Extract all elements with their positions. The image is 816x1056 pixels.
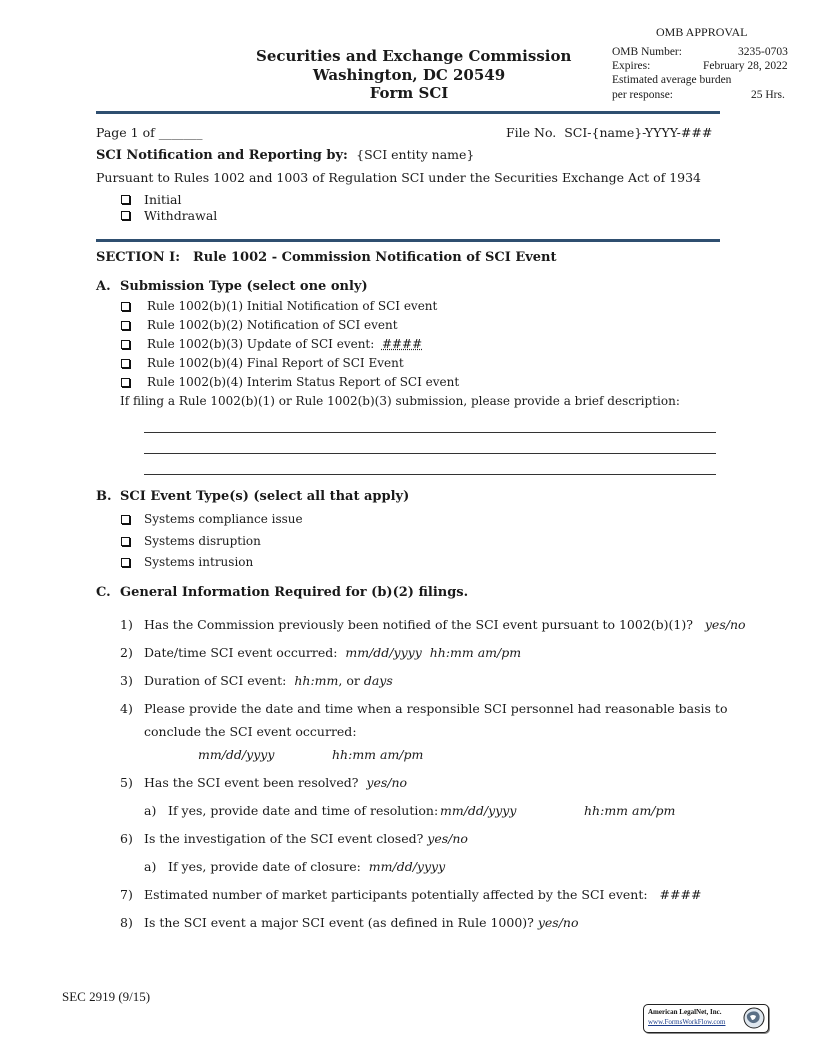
omb-burden-line: Estimated average burden: [612, 74, 732, 86]
q2-answer[interactable]: mm/dd/yyyy hh:mm am/pm: [345, 645, 522, 660]
form-code: SEC 2919 (9/15): [62, 989, 151, 1004]
entity-name-field[interactable]: {SCI entity name}: [356, 147, 475, 162]
b-option-2-label: Systems disruption: [144, 534, 261, 548]
part-b-title: SCI Event Type(s) (select all that apply): [120, 489, 410, 504]
q3-or: , or: [338, 673, 360, 688]
q5a-time[interactable]: hh:mm am/pm: [584, 803, 676, 818]
logo-url: www.FormsWorkFlow.com: [648, 1018, 726, 1026]
a-option-4-checkbox[interactable]: [121, 359, 130, 368]
a-description-note: If filing a Rule 1002(b)(1) or Rule 1002(b)(3) submission, please provide a brief description:: [120, 394, 680, 408]
a-option-2-label: Rule 1002(b)(2) Notification of SCI event: [147, 318, 398, 332]
omb-burden-label: per response:: [612, 89, 673, 101]
q6a-text: If yes, provide date of closure:: [168, 859, 361, 874]
q6-text: Is the investigation of the SCI event closed?: [144, 831, 424, 846]
q7-text: Estimated number of market participants potentially affected by the SCI event:: [144, 887, 648, 902]
initial-label: Initial: [144, 192, 182, 207]
description-line-1[interactable]: [144, 432, 716, 433]
header-form-name: Form SCI: [369, 84, 449, 102]
file-no-label: File No.: [506, 125, 557, 140]
update-number-field[interactable]: ####: [381, 337, 423, 351]
q5-text: Has the SCI event been resolved?: [144, 775, 359, 790]
b-option-3-label: Systems intrusion: [144, 555, 254, 569]
a-option-3-label: Rule 1002(b)(3) Update of SCI event:: [147, 337, 375, 351]
page-label: Page 1 of: [96, 125, 155, 140]
question-2: [144, 645, 521, 660]
q4-text-line-1: Please provide the date and time when a responsible SCI personnel had reasonable basis to: [144, 701, 728, 716]
pursuant-text: Pursuant to Rules 1002 and 1003 of Regulation SCI under the Securities Exchange Act of 1934: [96, 170, 702, 185]
q2-number: 2): [120, 645, 133, 660]
q6a-number: a): [144, 859, 157, 874]
q7-number: 7): [120, 887, 133, 902]
question-5: [144, 775, 407, 790]
part-a-title: Submission Type (select one only): [120, 279, 368, 294]
q3-text: Duration of SCI event:: [144, 673, 287, 688]
page-total-blank[interactable]: _______: [158, 125, 203, 140]
q3-number: 3): [120, 673, 133, 688]
question-8: [144, 915, 579, 930]
part-c-letter: C.: [96, 585, 111, 600]
a-option-3-checkbox[interactable]: [121, 340, 130, 349]
notification-label: SCI Notification and Reporting by:: [96, 148, 348, 163]
section-1-title: SECTION I:: [96, 250, 181, 265]
q1-text: Has the Commission previously been notified of the SCI event pursuant to 1002(b)(1)?: [144, 617, 693, 632]
question-3: [144, 673, 393, 688]
legalnet-logo: [643, 1004, 769, 1033]
section-divider: [96, 239, 720, 242]
omb-expires-label: Expires:: [612, 60, 651, 72]
q3-answer-hours[interactable]: hh:mm: [294, 673, 339, 688]
a-option-1-label: Rule 1002(b)(1) Initial Notification of SCI event: [147, 299, 438, 313]
q5a-number: a): [144, 803, 157, 818]
q6-answer[interactable]: yes/no: [427, 831, 468, 846]
q4-number: 4): [120, 701, 133, 716]
a-option-5-checkbox[interactable]: [121, 378, 130, 387]
q8-number: 8): [120, 915, 133, 930]
a-option-4-label: Rule 1002(b)(4) Final Report of SCI Event: [147, 356, 404, 370]
omb-title: OMB APPROVAL: [656, 25, 748, 39]
q3-answer-days[interactable]: days: [363, 673, 393, 688]
a-option-3: [147, 337, 422, 351]
q8-answer[interactable]: yes/no: [537, 915, 579, 930]
initial-checkbox[interactable]: [121, 195, 130, 204]
description-line-3[interactable]: [144, 474, 716, 475]
q1-answer[interactable]: yes/no: [704, 617, 746, 632]
withdrawal-label: Withdrawal: [144, 208, 218, 223]
omb-number-value: 3235-0703: [738, 46, 788, 58]
q4-time[interactable]: hh:mm am/pm: [332, 747, 424, 762]
q6a: [168, 859, 445, 874]
header-agency: Securities and Exchange Commission: [256, 47, 572, 65]
page-number: [96, 125, 203, 140]
part-c-title: General Information Required for (b)(2) filings.: [120, 585, 469, 600]
omb-burden-value: 25 Hrs.: [751, 89, 785, 101]
q6-number: 6): [120, 831, 133, 846]
question-6: [144, 831, 468, 846]
a-option-5-label: Rule 1002(b)(4) Interim Status Report of SCI event: [147, 375, 460, 389]
q7-answer[interactable]: ####: [659, 887, 702, 902]
b-option-1-checkbox[interactable]: [121, 515, 130, 524]
b-option-1-label: Systems compliance issue: [144, 512, 303, 526]
q4-date[interactable]: mm/dd/yyyy: [198, 747, 275, 762]
q8-text: Is the SCI event a major SCI event (as defined in Rule 1000)?: [144, 915, 534, 930]
q5-number: 5): [120, 775, 133, 790]
omb-number-label: OMB Number:: [612, 46, 682, 58]
withdrawal-checkbox[interactable]: [121, 211, 130, 220]
q4-text-line-2: conclude the SCI event occurred:: [144, 724, 357, 739]
notification-line: [96, 147, 474, 163]
q1-number: 1): [120, 617, 133, 632]
q2-text: Date/time SCI event occurred:: [144, 645, 338, 660]
part-a-letter: A.: [96, 279, 111, 294]
q5a-text: If yes, provide date and time of resolution:: [168, 803, 439, 818]
description-line-2[interactable]: [144, 453, 716, 454]
a-option-2-checkbox[interactable]: [121, 321, 130, 330]
a-option-1-checkbox[interactable]: [121, 302, 130, 311]
q5-answer[interactable]: yes/no: [366, 775, 408, 790]
globe-icon: [743, 1007, 765, 1029]
omb-expires-value: February 28, 2022: [703, 60, 788, 72]
header-address: Washington, DC 20549: [312, 66, 506, 84]
part-b-letter: B.: [96, 489, 112, 504]
logo-company: American LegalNet, Inc.: [648, 1008, 722, 1016]
section-1-subtitle: Rule 1002 - Commission Notification of SCI Event: [193, 250, 557, 265]
question-7: [144, 887, 701, 902]
header-divider: [96, 111, 720, 114]
b-option-2-checkbox[interactable]: [121, 537, 130, 546]
question-1: [144, 617, 746, 632]
q5a-date[interactable]: mm/dd/yyyy: [440, 803, 517, 818]
q6a-answer[interactable]: mm/dd/yyyy: [368, 859, 446, 874]
file-number: [506, 125, 712, 140]
file-no-value[interactable]: SCI-{name}-YYYY-###: [564, 125, 713, 140]
b-option-3-checkbox[interactable]: [121, 558, 130, 567]
